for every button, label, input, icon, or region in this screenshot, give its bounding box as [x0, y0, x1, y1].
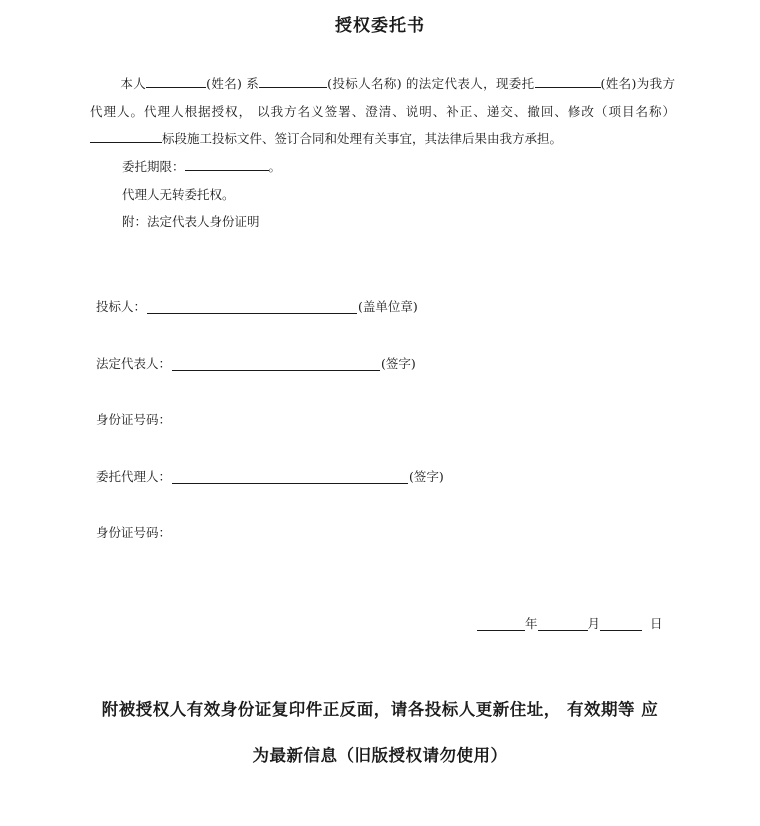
legal-rep-field [96, 354, 416, 372]
id-number-label-1: 身份证号码： [96, 412, 172, 427]
date-year: 年 [525, 616, 538, 631]
bidder-label: 投标人： [96, 299, 147, 314]
agent-suffix: (签字) [409, 469, 444, 484]
blank-month [538, 617, 588, 631]
text-ben-ren: 本人 [120, 76, 147, 91]
text-bidder: (投标人名称) 的法定代表人，现委托 [327, 76, 535, 91]
note-line-2: 为最新信息（旧版授权请勿使用） [252, 746, 508, 765]
blank-year [477, 617, 525, 631]
term-end: 。 [268, 159, 282, 174]
agent-label: 委托代理人： [96, 469, 172, 484]
blank-day [600, 617, 642, 631]
text-name-1: (姓名) 系 [206, 76, 260, 91]
blank-term [185, 157, 269, 171]
no-transfer-text: 代理人无转委托权。 [122, 187, 235, 202]
blank-agent-name [535, 74, 601, 88]
legal-rep-suffix: (签字) [381, 356, 416, 371]
bidder-field [96, 297, 418, 315]
blank-principal-name [146, 74, 206, 88]
term-line [122, 157, 281, 175]
text-agent-scope: 为我方代理人。代理人根据授权， 以我方名义签署、澄清、说明、补正、递交、撤回、修改（项目名称） [90, 76, 675, 119]
text-section: 标段施工投标文件、签订合同和处理有关事宜，其法律后果由我方承担。 [162, 131, 563, 146]
agent-line [172, 469, 408, 484]
bidder-line [147, 299, 357, 314]
document-title: 授权委托书 [335, 16, 425, 36]
blank-bidder-name [259, 74, 327, 88]
date-month: 月 [587, 616, 601, 631]
authorization-paragraph [90, 70, 675, 153]
term-label: 委托期限： [122, 159, 185, 174]
id-number-label-2: 身份证号码： [96, 525, 172, 540]
attachment-text: 附：法定代表人身份证明 [122, 214, 260, 229]
date-line [477, 614, 663, 632]
legal-rep-label: 法定代表人： [96, 356, 172, 371]
agent-field [96, 467, 444, 485]
blank-project-name [90, 129, 162, 143]
bidder-suffix: (盖单位章) [358, 299, 418, 314]
date-day: 日 [650, 616, 663, 631]
text-name-2: (姓名) [600, 76, 637, 91]
note-line-1: 附被授权人有效身份证复印件正反面，请各投标人更新住址， 有效期等 应 [101, 700, 659, 719]
legal-rep-line [172, 356, 380, 371]
